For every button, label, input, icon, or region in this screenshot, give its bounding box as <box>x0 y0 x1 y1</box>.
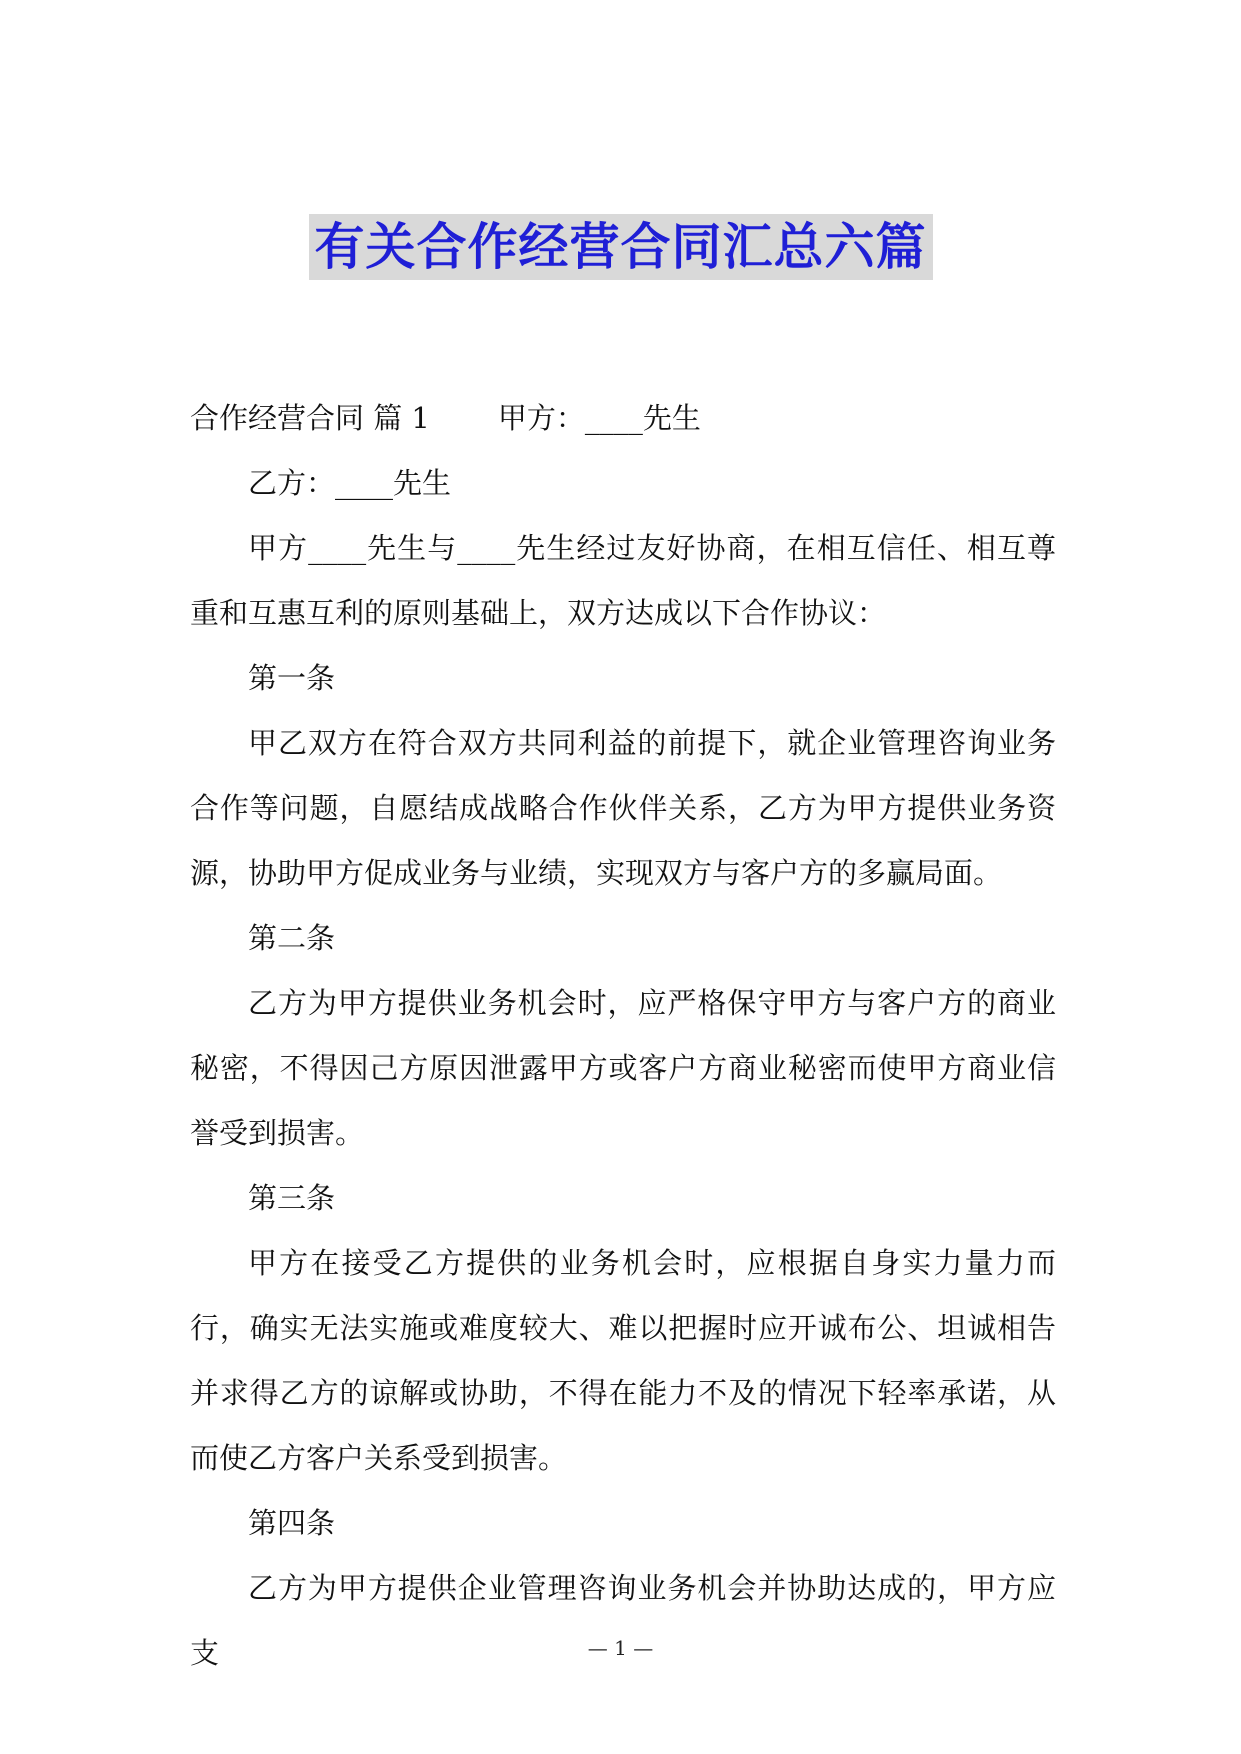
intro-blank2: ____ <box>457 531 516 565</box>
article-4-heading: 第四条 <box>248 1506 336 1540</box>
document-title: 有关合作经营合同汇总六篇 <box>309 214 933 280</box>
article-1-heading: 第一条 <box>248 661 336 695</box>
article-3-text: 甲方在接受乙方提供的业务机会时，应根据自身实力量力而行，确实无法实施或难度较大、难以把握时应开诚布公、坦诚相告并求得乙方的谅解或协助，不得在能力不及的情况下轻率承诺，从而使乙方客户关系受到损害。 <box>190 1246 1056 1475</box>
party-a-label: 甲方： <box>497 401 585 435</box>
intro-blank1: ____ <box>308 531 367 565</box>
header-line <box>190 386 1056 451</box>
article-4-text: 乙方为甲方提供企业管理咨询业务机会并协助达成的，甲方应支 <box>190 1571 1056 1670</box>
party-a-blank: ____ <box>584 401 643 435</box>
article-1-text: 甲乙双方在符合双方共同利益的前提下，就企业管理咨询业务合作等问题，自愿结成战略合作伙伴关系，乙方为甲方提供业务资源，协助甲方促成业务与业绩，实现双方与客户方的多赢局面。 <box>190 726 1056 890</box>
page-number: — 1 — <box>587 1636 654 1660</box>
article-2-heading: 第二条 <box>248 921 336 955</box>
title-container <box>0 214 1241 280</box>
party-b-label: 乙方： <box>248 466 336 500</box>
intro-part2: 先生与 <box>366 531 458 565</box>
party-b-line <box>190 451 1056 516</box>
contract-heading: 合作经营合同 篇 1 <box>190 401 430 435</box>
party-b-suffix: 先生 <box>393 466 452 500</box>
party-b-blank: ____ <box>335 466 394 500</box>
article-3-heading: 第三条 <box>248 1181 336 1215</box>
document-body <box>190 386 1056 1686</box>
intro-part1: 甲方 <box>248 531 309 565</box>
intro-paragraph <box>190 516 1056 646</box>
intro-part3: 先生经过友好协商，在相互信任、相互尊重和互惠互利的原则基础上，双方达成以下合作协议： <box>190 531 1056 630</box>
article-2-text: 乙方为甲方提供业务机会时，应严格保守甲方与客户方的商业秘密，不得因己方原因泄露甲方或客户方商业秘密而使甲方商业信誉受到损害。 <box>190 986 1056 1150</box>
party-a-suffix: 先生 <box>642 401 701 435</box>
